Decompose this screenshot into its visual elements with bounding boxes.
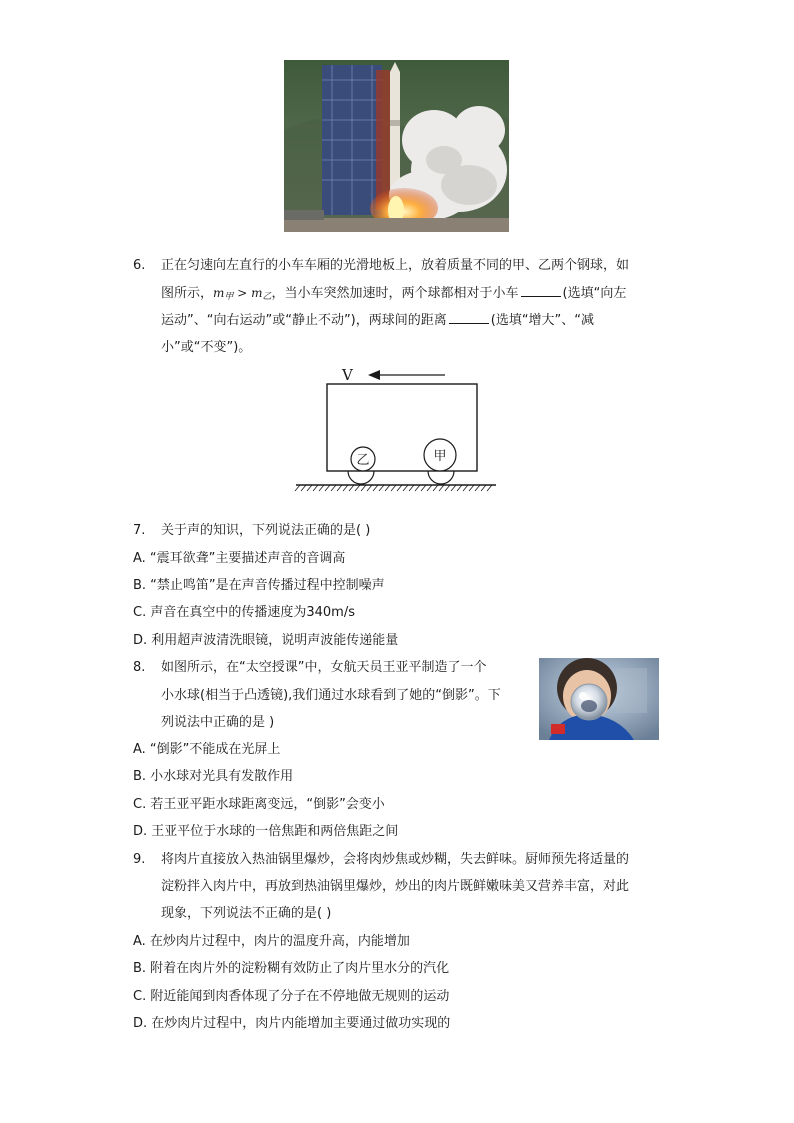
subscript: 甲 [224,292,234,302]
option-d: D. 利用超声波清洗眼镜，说明声波能传递能量 [133,633,399,648]
math-expression: $m_甲 > m_乙$ [213,286,272,302]
text-span: ，当小车突然加速时，两个球都相对于小车 [271,286,519,301]
question-text: 现象，下列说法不正确的是( ) [161,906,332,921]
question-number: 9. [133,852,146,867]
question-stem: 关于声的知识，下列说法正确的是( ) [161,523,371,538]
option-c: C. 附近能闻到肉香体现了分子在不停地做无规则的运动 [133,989,450,1004]
option-b: B. “禁止鸣笛”是在声音传播过程中控制噪声 [133,578,385,593]
question-text: 列说法中正确的是 ) [161,715,275,730]
question-text: 如图所示，在“太空授课”中，女航天员王亚平制造了一个 [161,660,487,675]
left-wheel [348,471,374,484]
water-ball-photo [539,658,659,740]
answer-blank [449,311,489,324]
question-number: 7. [133,523,146,538]
option-b: B. 小水球对光具有发散作用 [133,769,294,784]
question-number: 8. [133,660,146,675]
rocket-launch-photo [284,60,509,232]
ground-hatching [295,485,492,491]
question-text: 将肉片直接放入热油锅里爆炒，会将肉炒焦或炒糊，失去鲜味。厨师预先将适量的 [161,852,630,867]
velocity-label: V [342,366,353,384]
question-text: 小水球(相当于凸透镜),我们通过水球看到了她的“倒影”。下 [161,688,501,703]
option-c: C. 若王亚平距水球距离变远，“倒影”会变小 [133,797,385,812]
question-text: 小”或“不变”)。 [161,340,252,355]
option-a: A. “倒影”不能成在光屏上 [133,742,281,757]
text-span: (选填“增大”、“减 [490,313,595,328]
answer-blank [521,284,561,297]
right-wheel [428,471,454,484]
ball-jia-label: 甲 [433,449,447,464]
subscript: 乙 [262,292,272,302]
option-c: C. 声音在真空中的传播速度为340m/s [133,605,355,620]
question-text: 正在匀速向左直行的小车车厢的光滑地板上，放着质量不同的甲、乙两个钢球，如 [161,258,630,273]
arrow-head-icon [368,370,380,380]
option-b: B. 附着在肉片外的淀粉糊有效防止了肉片里水分的汽化 [133,961,450,976]
cart-diagram [290,360,505,500]
question-text: 淀粉拌入肉片中，再放到热油锅里爆炒，炒出的肉片既鲜嫩味美又营养丰富，对此 [161,879,630,894]
ball-yi-label: 乙 [356,453,370,468]
question-number: 6. [133,258,146,273]
option-d: D. 王亚平位于水球的一倍焦距和两倍焦距之间 [133,824,399,839]
question-text [161,284,626,306]
option-d: D. 在炒肉片过程中，肉片内能增加主要通过做功实现的 [133,1016,451,1031]
question-text [161,311,594,330]
option-a: A. 在炒肉片过程中，肉片的温度升高，内能增加 [133,934,410,949]
text-span: 图所示， [161,286,214,301]
option-a: A. “震耳欲聋”主要描述声音的音调高 [133,551,346,566]
text-span: (选填“向左 [562,286,627,301]
text-span: 运动”、“向右运动”或“静止不动”)，两球间的距离 [161,313,447,328]
